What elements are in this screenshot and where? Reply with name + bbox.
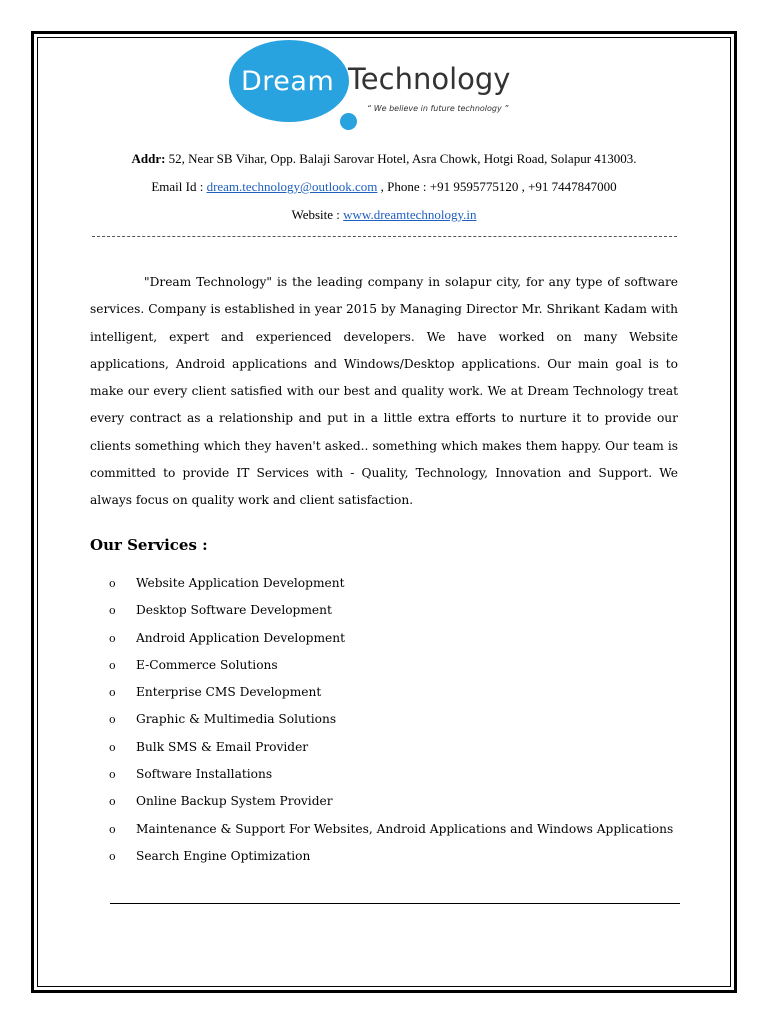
service-item-label: Online Backup System Provider bbox=[136, 794, 333, 809]
bullet-circle-icon: o bbox=[109, 577, 116, 590]
address-line bbox=[60, 151, 708, 167]
service-item-label: Bulk SMS & Email Provider bbox=[136, 739, 309, 754]
service-item bbox=[90, 843, 680, 870]
bullet-circle-icon: o bbox=[109, 768, 116, 782]
company-description bbox=[90, 269, 678, 515]
service-item-label: Search Engine Optimization bbox=[136, 848, 311, 863]
service-item-label: Software Installations bbox=[136, 767, 273, 782]
address-value: 52, Near SB Vihar, Opp. Balaji Sarovar Hotel, Asra Chowk, Hotgi Road, Solapur 413003. bbox=[165, 151, 637, 166]
email-link[interactable]: dream.technology@outlook.com bbox=[206, 179, 378, 194]
service-item bbox=[90, 761, 680, 788]
services-heading: Our Services : bbox=[90, 536, 208, 554]
service-item bbox=[90, 679, 680, 706]
services-list bbox=[90, 570, 680, 870]
email-phone-line bbox=[60, 179, 708, 195]
service-item-label: Maintenance & Support For Websites, Android Applications and Windows Applications bbox=[136, 821, 674, 836]
dashed-separator bbox=[92, 236, 677, 237]
service-item bbox=[90, 652, 680, 679]
service-item-label: Website Application Development bbox=[136, 576, 345, 590]
service-item bbox=[90, 597, 680, 624]
website-link[interactable]: www.dreamtechnology.in bbox=[343, 207, 477, 222]
service-item bbox=[90, 570, 680, 597]
bullet-circle-icon: o bbox=[109, 822, 116, 836]
bullet-circle-icon: o bbox=[109, 631, 116, 645]
phone-text: , Phone : +91 9595775120 , +91 7447847000 bbox=[377, 179, 617, 194]
bullet-circle-icon: o bbox=[109, 686, 116, 700]
email-label: Email Id : bbox=[151, 179, 207, 194]
bullet-circle-icon: o bbox=[109, 740, 116, 754]
service-item-label: Desktop Software Development bbox=[136, 603, 332, 618]
service-item bbox=[90, 816, 680, 843]
website-line bbox=[60, 207, 708, 223]
website-label: Website : bbox=[291, 207, 344, 222]
logo-bubble-dot bbox=[340, 113, 357, 130]
company-logo bbox=[229, 40, 529, 135]
bullet-circle-icon: o bbox=[109, 713, 116, 727]
bullet-circle-icon: o bbox=[109, 658, 116, 672]
logo-brand-word-technology: Technology bbox=[348, 62, 511, 96]
company-description-text: "Dream Technology" is the leading company in solapur city, for any type of software services. Company is established in year 2015 by Managing Director Mr. Shrikant Kadam with intelligent, expert and experienced developers. We have worked on many Website applications, Android applications and Windows/Desktop applications. Our main goal is to make our every client satisfied with our best and quality work. We at Dream Technology treat every contract as a relationship and put in a little extra efforts to nurture it to provide our clients something which they haven't asked.. something which makes them happy. Our team is committed to provide IT Services with - Quality, Technology, Innovation and Support. We always focus on quality work and client satisfaction. bbox=[90, 275, 678, 508]
service-item bbox=[90, 706, 680, 733]
service-item-label: Enterprise CMS Development bbox=[136, 685, 322, 700]
service-item-label: Android Application Development bbox=[136, 630, 345, 645]
service-item bbox=[90, 788, 680, 815]
service-item bbox=[90, 625, 680, 652]
address-label: Addr: bbox=[131, 151, 166, 166]
service-item-label: Graphic & Multimedia Solutions bbox=[136, 712, 337, 727]
logo-tagline: “ We believe in future technology ” bbox=[367, 104, 509, 113]
bullet-circle-icon: o bbox=[109, 795, 116, 809]
logo-brand-word-dream: Dream bbox=[241, 66, 335, 97]
service-item bbox=[90, 734, 680, 761]
bottom-rule bbox=[110, 903, 680, 904]
service-item-label: E-Commerce Solutions bbox=[136, 657, 278, 672]
bullet-circle-icon: o bbox=[109, 849, 116, 863]
bullet-circle-icon: o bbox=[109, 604, 116, 618]
